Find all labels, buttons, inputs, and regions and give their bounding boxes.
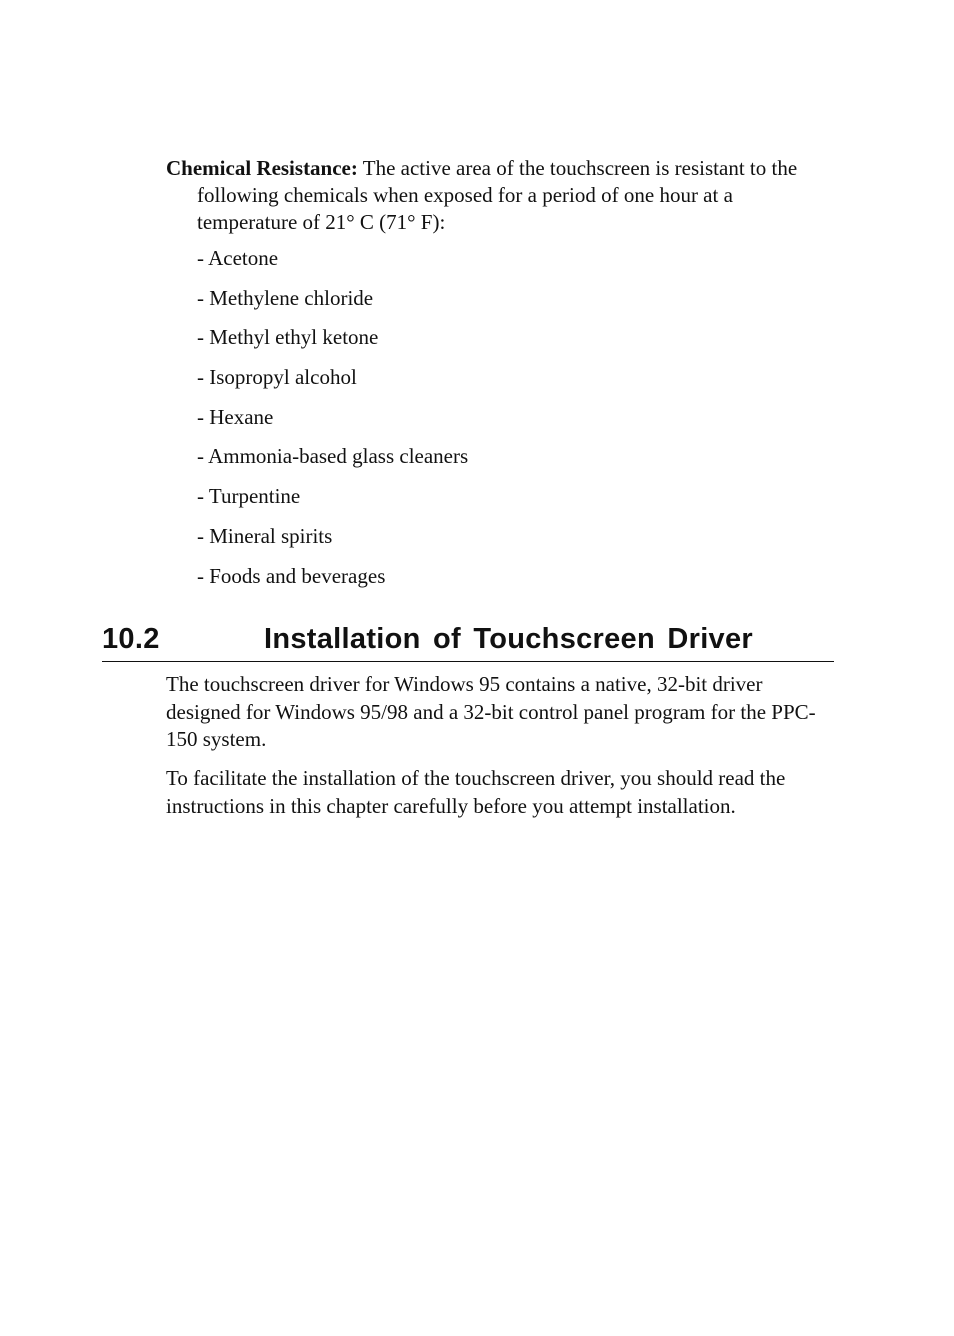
chemical-resistance-intro bbox=[166, 155, 826, 236]
chemical-item: - Ammonia-based glass cleaners bbox=[197, 444, 469, 469]
chemical-item: - Acetone bbox=[197, 246, 279, 270]
body-paragraph: To facilitate the installation of the touchscreen driver, you should read the instructions in this chapter carefully before you attempt installation. bbox=[166, 766, 786, 818]
chemical-item: - Isopropyl alcohol bbox=[197, 365, 357, 390]
section-heading bbox=[102, 619, 834, 662]
chemical-item: - Foods and beverages bbox=[197, 563, 386, 588]
section-number: 10.2 bbox=[102, 623, 160, 655]
chemical-item: - Hexane bbox=[197, 404, 274, 429]
chemical-item: - Mineral spirits bbox=[197, 523, 333, 548]
chemical-item: - Methylene chloride bbox=[197, 285, 374, 310]
chemical-resistance-term: Chemical Resistance: bbox=[166, 156, 358, 180]
chemical-resistance-description: The active area of the touchscreen is resistant to the following chemicals when exposed for a period of one hour at a temperature of 21° C (71° F): bbox=[197, 156, 798, 234]
body-paragraph: The touchscreen driver for Windows 95 contains a native, 32-bit driver designed for Windows 95/98 and a 32-bit control panel program for the PPC-150 system. bbox=[166, 672, 816, 751]
chemical-item: - Methyl ethyl ketone bbox=[197, 325, 379, 350]
chemical-item: - Turpentine bbox=[197, 484, 301, 509]
section-title: Installation of Touchscreen Driver bbox=[264, 623, 753, 655]
chemical-list bbox=[197, 245, 468, 602]
chemical-resistance-block bbox=[166, 155, 826, 588]
